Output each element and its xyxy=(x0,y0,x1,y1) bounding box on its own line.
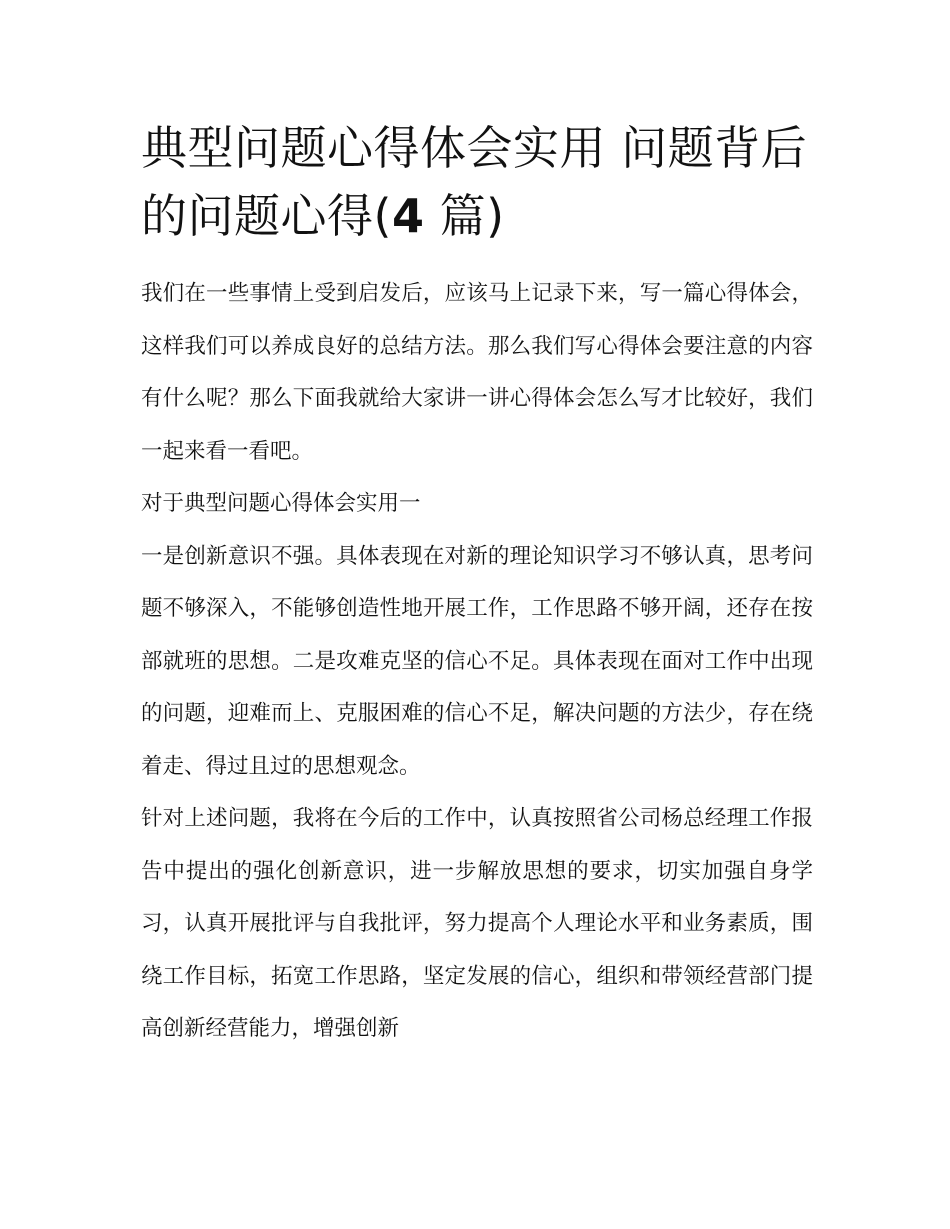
section-heading: 对于典型问题心得体会实用一 xyxy=(141,491,421,516)
document-body xyxy=(141,114,813,1056)
intro-paragraph: 我们在一些事情上受到启发后，应该马上记录下来，写一篇心得体会，这样我们可以养成良好的总结方法。那么我们写心得体会要注意的内容有什么呢？那么下面我就给大家讲一讲心得体会怎么写才比较好，我们一起来看一看吧。 xyxy=(141,281,813,464)
title-article-count: 4 xyxy=(391,189,425,243)
problems-paragraph: 一是创新意识不强。具体表现在对新的理论知识学习不够认真，思考问题不够深入，不能够创造性地开展工作，工作思路不够开阔，还存在按部就班的思想。二是攻难克坚的信心不足。具体表现在面对工作中出现的问题，迎难而上、克服困难的信心不足，解决问题的方法少，存在绕着走、得过且过的思想观念。 xyxy=(141,543,813,779)
document-title xyxy=(141,114,813,250)
measures-paragraph: 针对上述问题，我将在今后的工作中，认真按照省公司杨总经理工作报告中提出的强化创新意识，进一步解放思想的要求，切实加强自身学习，认真开展批评与自我批评，努力提高个人理论水平和业务素质，围绕工作目标，拓宽工作思路，坚定发展的信心，组织和带领经营部门提高创新经营能力，增强创新 xyxy=(141,806,813,1041)
title-text-start: 典型问题心得体会实用 问题背后的问题心得( xyxy=(141,121,808,243)
title-text-end: 篇) xyxy=(424,189,505,243)
